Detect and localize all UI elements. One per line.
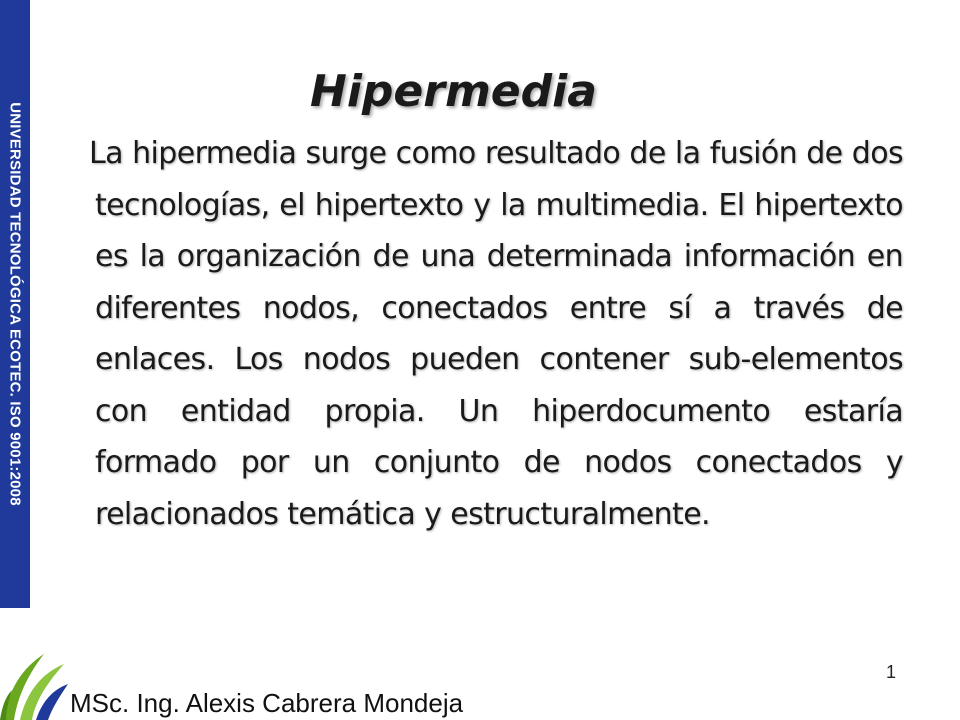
author-name: MSc. Ing. Alexis Cabrera Mondeja [70,688,464,718]
sidebar-band [0,0,30,608]
slide-title: Hipermedia [310,66,597,117]
slide-body-text: La hipermedia surge como resultado de la fusión de dos tecnologías, el hipertexto y la multimedia. El hipertexto es la organización de una determinada información en diferentes nodos, conectados entre sí a través de enlaces. Los nodos pueden contener sub-elementos con entidad propia. Un hiperdocumento estaría formado por un conjunto de nodos conectados y relacionados temática y estructuralmente. [89,136,903,532]
university-name: UNIVERSIDAD TECNOLÓGICA ECOTEC. ISO 9001:2008 [6,102,24,506]
leaf-logo-icon [0,610,72,720]
page-number: 1 [886,662,897,682]
